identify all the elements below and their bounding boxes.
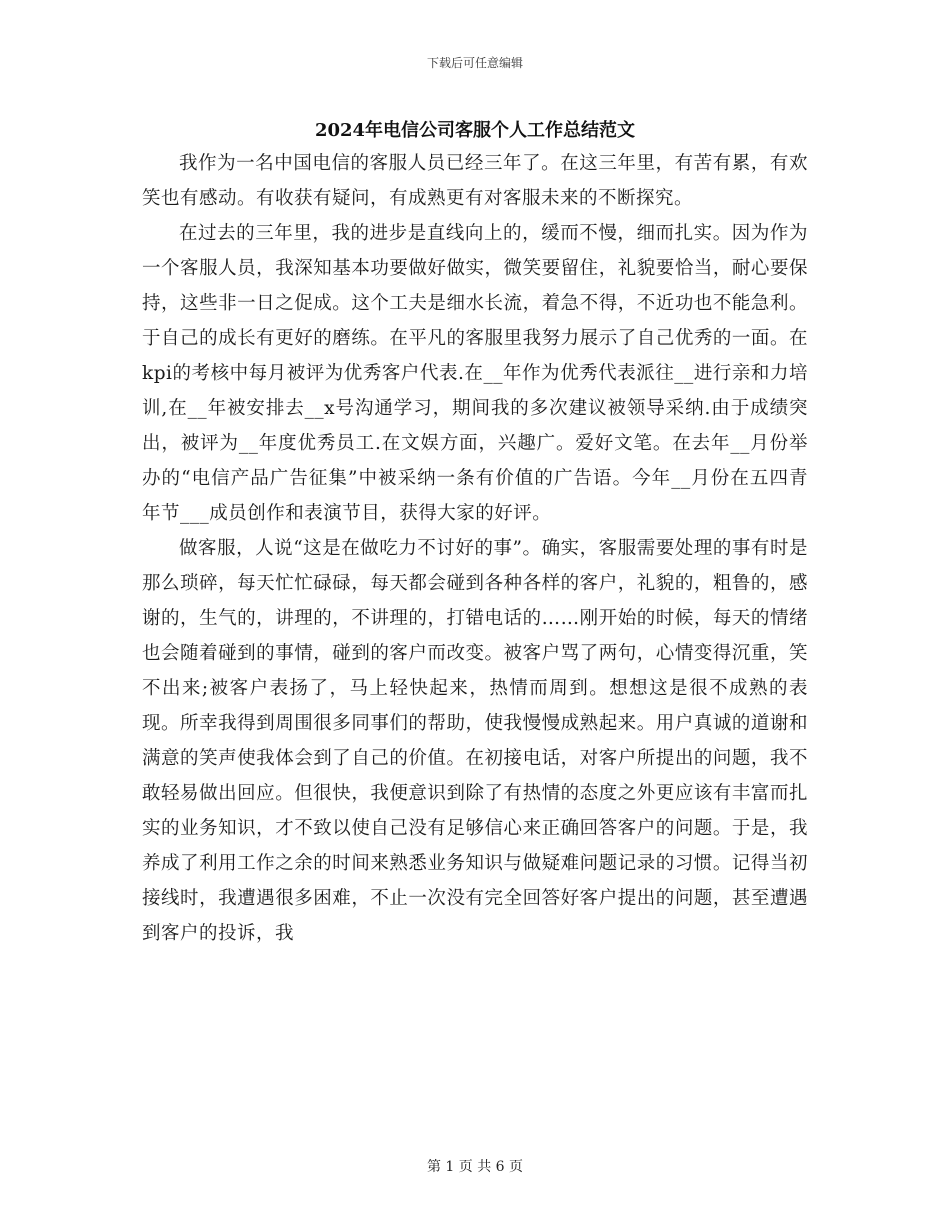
paragraph-1: 我作为一名中国电信的客服人员已经三年了。在这三年里，有苦有累，有欢笑也有感动。有收获有疑问，有成熟更有对客服未来的不断探究。 xyxy=(142,153,808,209)
paragraph-2: 在过去的三年里，我的进步是直线向上的，缓而不慢，细而扎实。因为作为一个客服人员，我深知基本功要做好做实，微笑要留住，礼貌要恰当，耐心要保持，这些非一日之促成。这个工夫是细水长流，着急不得，不近功也不能急利。于自己的成长有更好的磨练。在平凡的客服里我努力展示了自己优秀的一面。在kpi的考核中每月被评为优秀客户代表.在__年作为优秀代表派往__进行亲和力培训,在__年被安排去__x号沟通学习，期间我的多次建议被领导采纳.由于成绩突出，被评为__年度优秀员工.在文娱方面，兴趣广。爱好文笔。在去年__月份举办的“电信产品广告征集”中被采纳一条有价值的广告语。今年__月份在五四青年节___成员创作和表演节目，获得大家的好评。 xyxy=(142,223,808,524)
header-note: 下载后可任意编辑 xyxy=(426,56,523,70)
document-body xyxy=(142,146,808,951)
document-title: 2024年电信公司客服个人工作总结范文 xyxy=(314,120,636,141)
paragraph-3: 做客服，人说“这是在做吃力不讨好的事”。确实，客服需要处理的事有时是那么琐碎，每天忙忙碌碌，每天都会碰到各种各样的客户，礼貌的，粗鲁的，感谢的，生气的，讲理的，不讲理的，打错电话的……刚开始的时候，每天的情绪也会随着碰到的事情，碰到的客户而改变。被客户骂了两句，心情变得沉重，笑不出来;被客户表扬了，马上轻快起来，热情而周到。想想这是很不成熟的表现。所幸我得到周围很多同事们的帮助，使我慢慢成熟起来。用户真诚的道谢和满意的笑声使我体会到了自己的价值。在初接电话，对客户所提出的问题，我不敢轻易做出回应。但很快，我便意识到除了有热情的态度之外更应该有丰富而扎实的业务知识，才不致以使自己没有足够信心来正确回答客户的问题。于是，我养成了利用工作之余的时间来熟悉业务知识与做疑难问题记录的习惯。记得当初接线时，我遭遇很多困难，不止一次没有完全回答好客户提出的问题，甚至遭遇到客户的投诉，我 xyxy=(142,538,808,944)
page-number: 第 1 页 共 6 页 xyxy=(426,1159,524,1175)
